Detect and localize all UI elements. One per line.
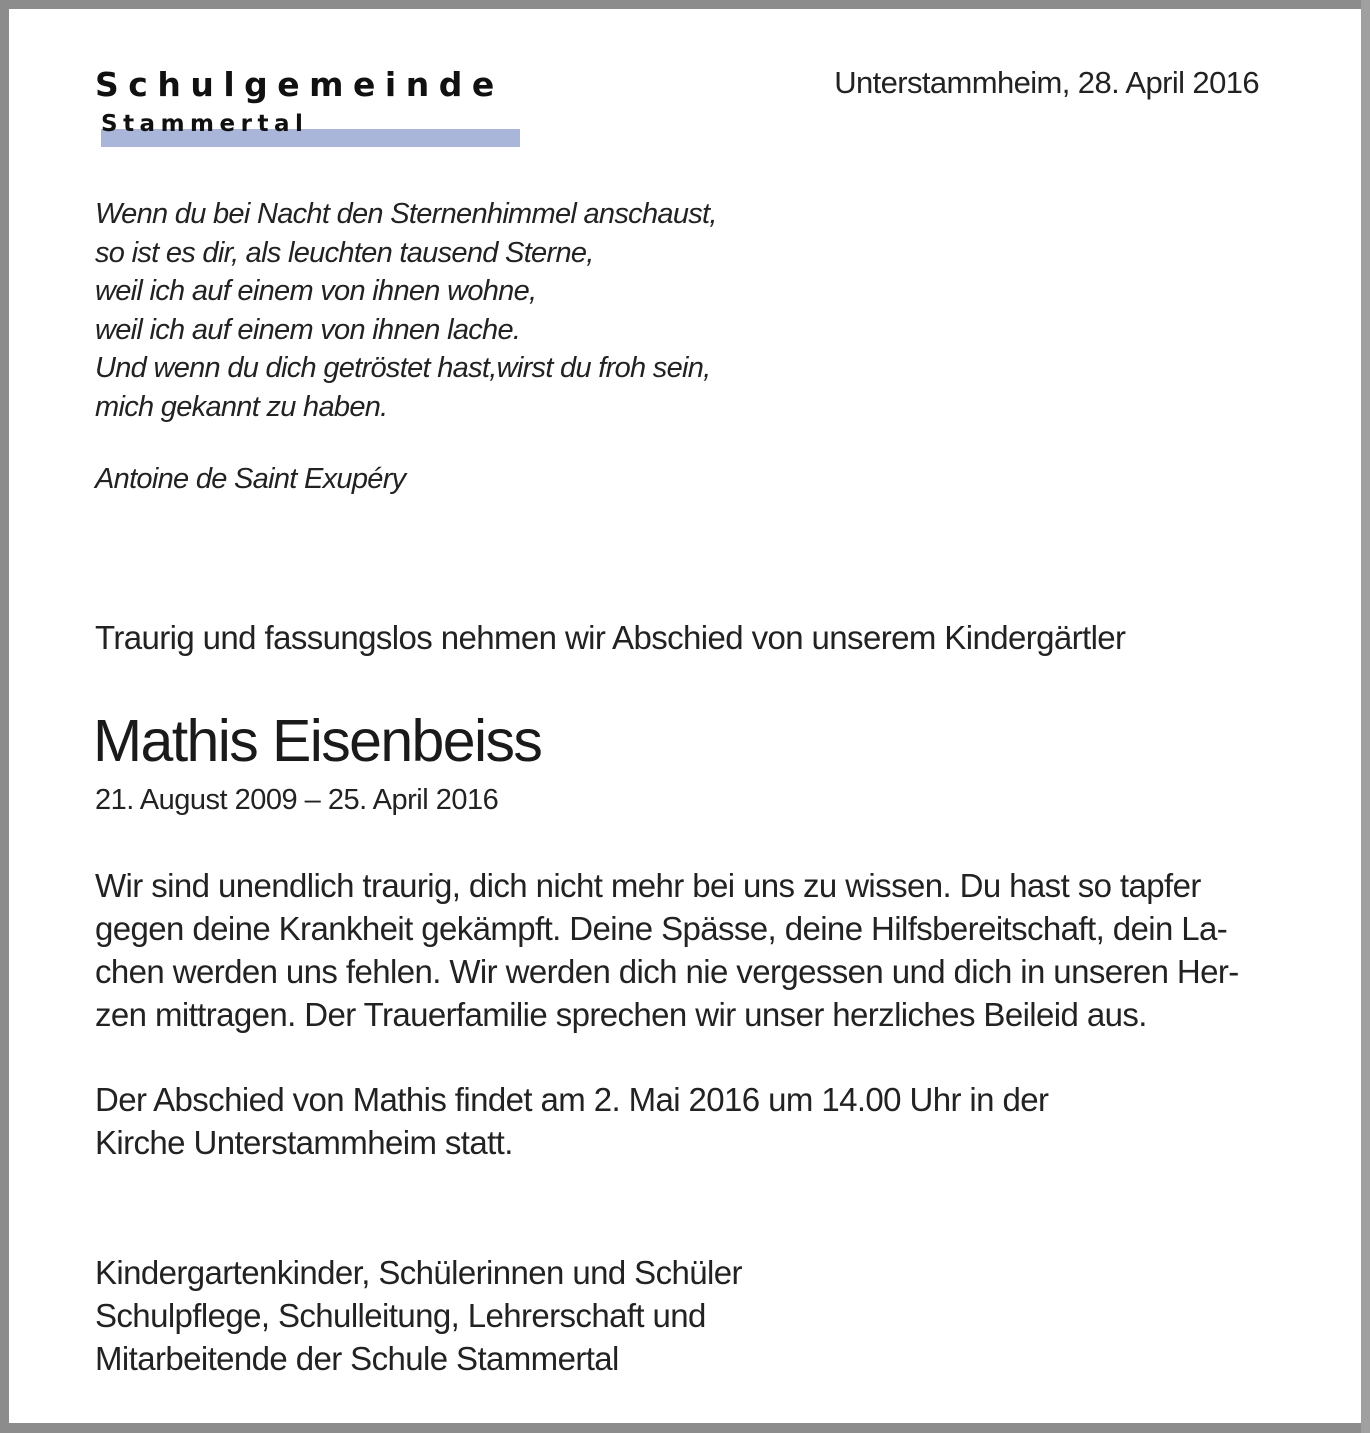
school-logo	[95, 65, 535, 155]
poem-line: weil ich auf einem von ihnen lache.	[95, 313, 521, 346]
ceremony-line: Der Abschied von Mathis findet am 2. Mai 2016 um 14.00 Uhr in der	[95, 1081, 1049, 1118]
logo-subtitle: Stammertal	[101, 111, 309, 137]
lifespan-dates: 21. August 2009 – 25. April 2016	[95, 784, 499, 816]
ceremony-info	[95, 1078, 1048, 1164]
message-line: gegen deine Krankheit gekämpft. Deine Spässe, deine Hilfsbereitschaft, dein La-	[95, 910, 1228, 947]
intro-text: Traurig und fassungslos nehmen wir Abschied von unserem Kindergärtler	[95, 619, 1126, 656]
message-line: zen mittragen. Der Trauerfamilie sprechen wir unser herzliches Beileid aus.	[95, 996, 1147, 1033]
poem-line: weil ich auf einem von ihnen wohne,	[95, 275, 537, 308]
signer-line: Kindergartenkinder, Schülerinnen und Schüler	[95, 1254, 742, 1291]
signer-line: Schulpflege, Schulleitung, Lehrerschaft und	[95, 1297, 706, 1334]
signer-line: Mitarbeitende der Schule Stammertal	[95, 1340, 619, 1377]
poem	[95, 195, 717, 427]
logo-title: Schulgemeinde	[95, 65, 504, 104]
deceased-name: Mathis Eisenbeiss	[93, 708, 542, 774]
date-line: Unterstammheim, 28. April 2016	[834, 65, 1259, 100]
poem-line: mich gekannt zu haben.	[95, 390, 388, 423]
message-line: chen werden uns fehlen. Wir werden dich nie vergessen und dich in unseren Her-	[95, 953, 1239, 990]
poem-line: Wenn du bei Nacht den Sternenhimmel anschaust,	[95, 198, 717, 230]
condolence-message	[95, 864, 1239, 1036]
message-line: Wir sind unendlich traurig, dich nicht mehr bei uns zu wissen. Du hast so tapfer	[95, 867, 1201, 904]
ceremony-line: Kirche Unterstammheim statt.	[95, 1124, 513, 1161]
document-page	[9, 9, 1361, 1423]
poem-line: Und wenn du dich getröstet hast,wirst du froh sein,	[95, 352, 711, 385]
poem-line: so ist es dir, als leuchten tausend Sterne,	[95, 236, 594, 269]
page-edge-shadow	[1361, 0, 1370, 1433]
poem-author: Antoine de Saint Exupéry	[95, 463, 406, 495]
signers-block	[95, 1251, 742, 1380]
